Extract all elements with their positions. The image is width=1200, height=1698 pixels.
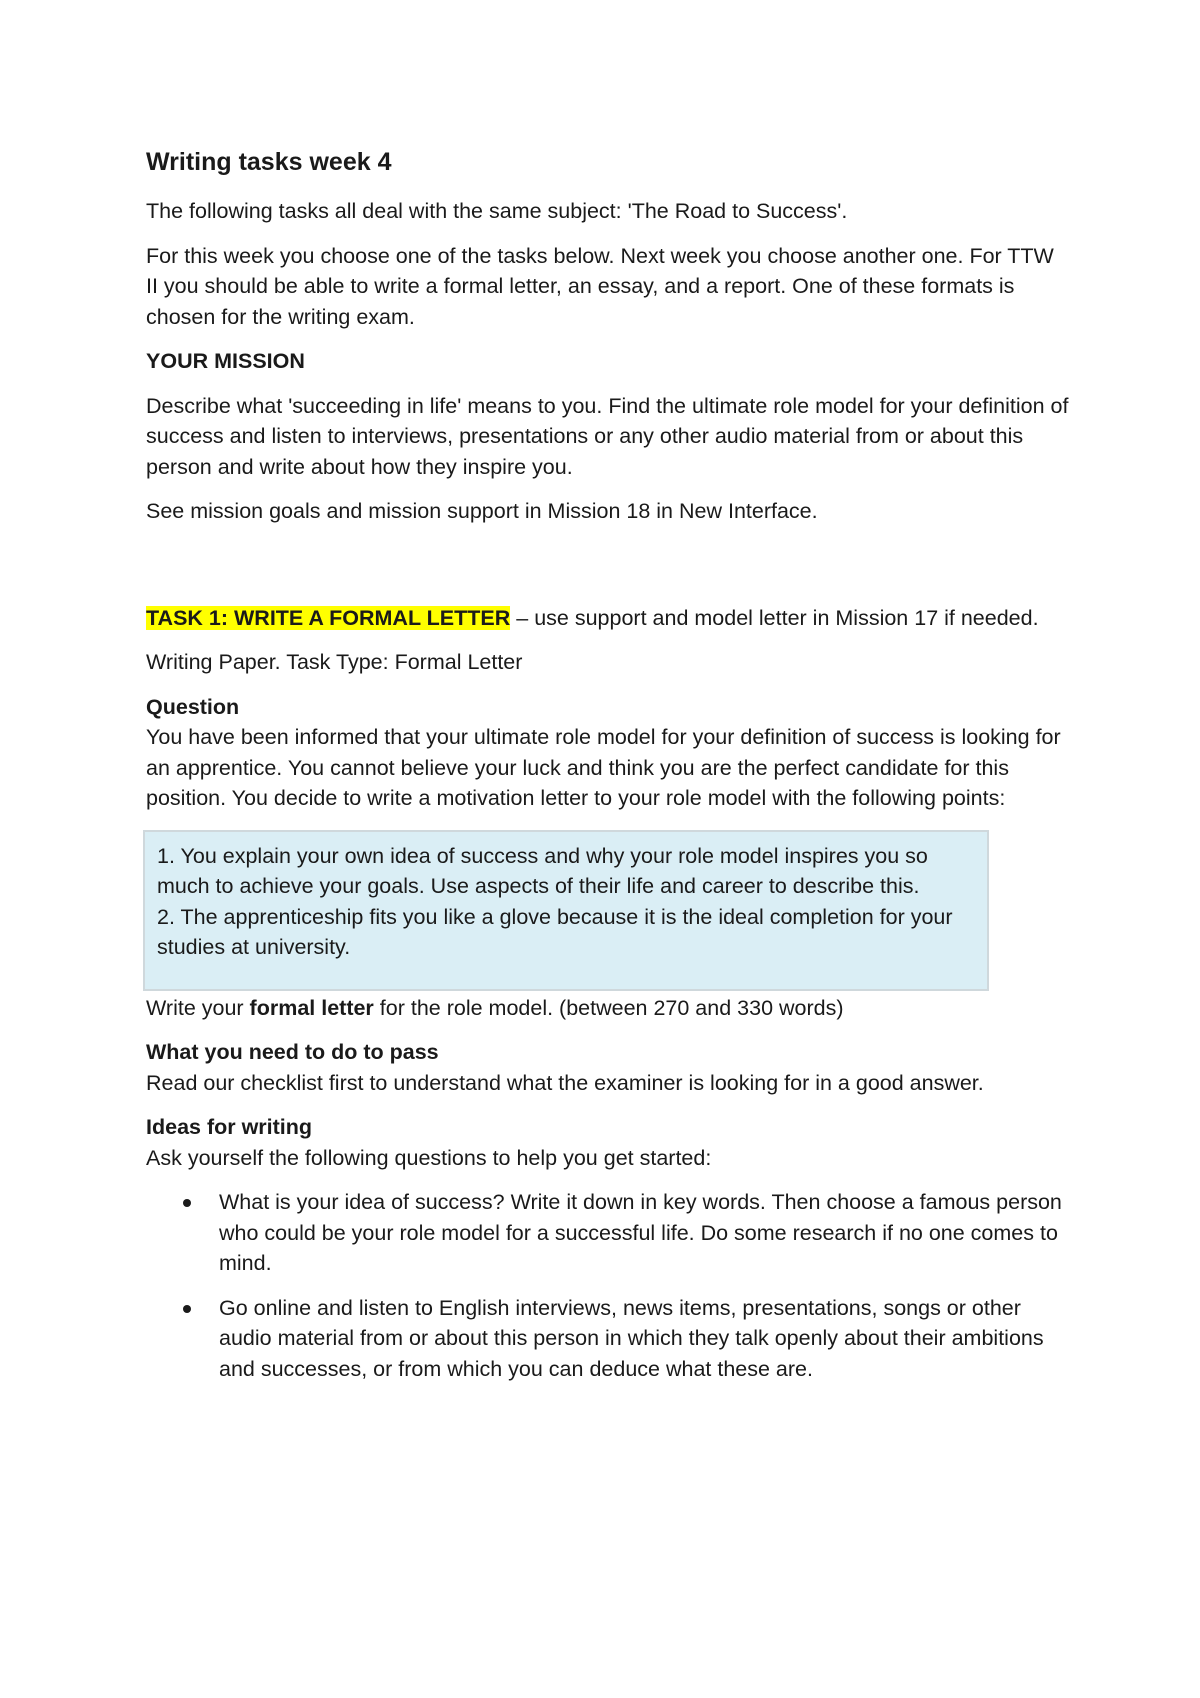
ideas-text: Ask yourself the following questions to help you get started: xyxy=(146,1145,712,1170)
pass-section xyxy=(146,1037,1070,1098)
ideas-section xyxy=(146,1112,1070,1173)
bullet-icon xyxy=(183,1199,191,1207)
ideas-heading: Ideas for writing xyxy=(146,1115,313,1139)
mission-paragraph: Describe what 'succeeding in life' means to you. Find the ultimate role model for your definition of success and listen to interviews, presentations or any other audio material from or about this person and write about how they inspire you. xyxy=(146,393,1069,479)
task1-paper-type: Writing Paper. Task Type: Formal Letter xyxy=(146,650,523,674)
write-instruction xyxy=(146,993,1070,1024)
points-box xyxy=(143,830,989,991)
question-section xyxy=(146,692,1070,814)
list-item xyxy=(219,1187,1070,1279)
task1-label-rest: – use support and model letter in Mission 17 if needed. xyxy=(510,605,1039,630)
mission-heading: YOUR MISSION xyxy=(146,349,305,373)
task1-heading-line xyxy=(146,603,1070,634)
intro-paragraph: The following tasks all deal with the same subject: 'The Road to Success'. xyxy=(146,199,848,223)
write-bold: formal letter xyxy=(249,995,374,1020)
pass-heading: What you need to do to pass xyxy=(146,1040,439,1064)
write-suffix: for the role model. (between 270 and 330 words) xyxy=(373,995,844,1020)
point-item-1: 1. You explain your own idea of success and why your role model inspires you so much to achieve your goals. Use aspects of their life and career to describe this. xyxy=(157,843,928,898)
point-item-2: 2. The apprenticeship fits you like a glove because it is the ideal completion for your studies at university. xyxy=(157,904,953,959)
bullet-icon xyxy=(183,1305,191,1313)
question-heading: Question xyxy=(146,694,240,719)
ideas-bullet-list xyxy=(146,1187,1070,1384)
pass-text: Read our checklist first to understand what the examiner is looking for in a good answer. xyxy=(146,1070,984,1095)
bullet-text-2: Go online and listen to English interviews, news items, presentations, songs or other audio material from or about this person in which they talk openly about their ambitions and successes, or from which you can deduce what these are. xyxy=(219,1295,1044,1381)
write-prefix: Write your xyxy=(146,995,250,1020)
bullet-text-1: What is your idea of success? Write it down in key words. Then choose a famous person who could be your role model for a successful life. Do some research if no one comes to mind. xyxy=(219,1190,1062,1275)
document-title: Writing tasks week 4 xyxy=(146,148,392,176)
mission-goals-paragraph: See mission goals and mission support in Mission 18 in New Interface. xyxy=(146,499,818,523)
question-text: You have been informed that your ultimate role model for your definition of success is looking for an apprentice. You cannot believe your luck and think you are the perfect candidate for this position. You decide to write a motivation letter to your role model with the following points: xyxy=(146,725,1061,810)
section-spacer xyxy=(146,541,1070,603)
task1-highlighted-label: TASK 1: WRITE A FORMAL LETTER xyxy=(146,605,511,630)
choose-paragraph: For this week you choose one of the tasks below. Next week you choose another one. For TTW II you should be able to write a formal letter, an essay, and a report. One of these formats is chosen for the writing exam. xyxy=(146,243,1054,329)
list-item xyxy=(219,1293,1070,1385)
